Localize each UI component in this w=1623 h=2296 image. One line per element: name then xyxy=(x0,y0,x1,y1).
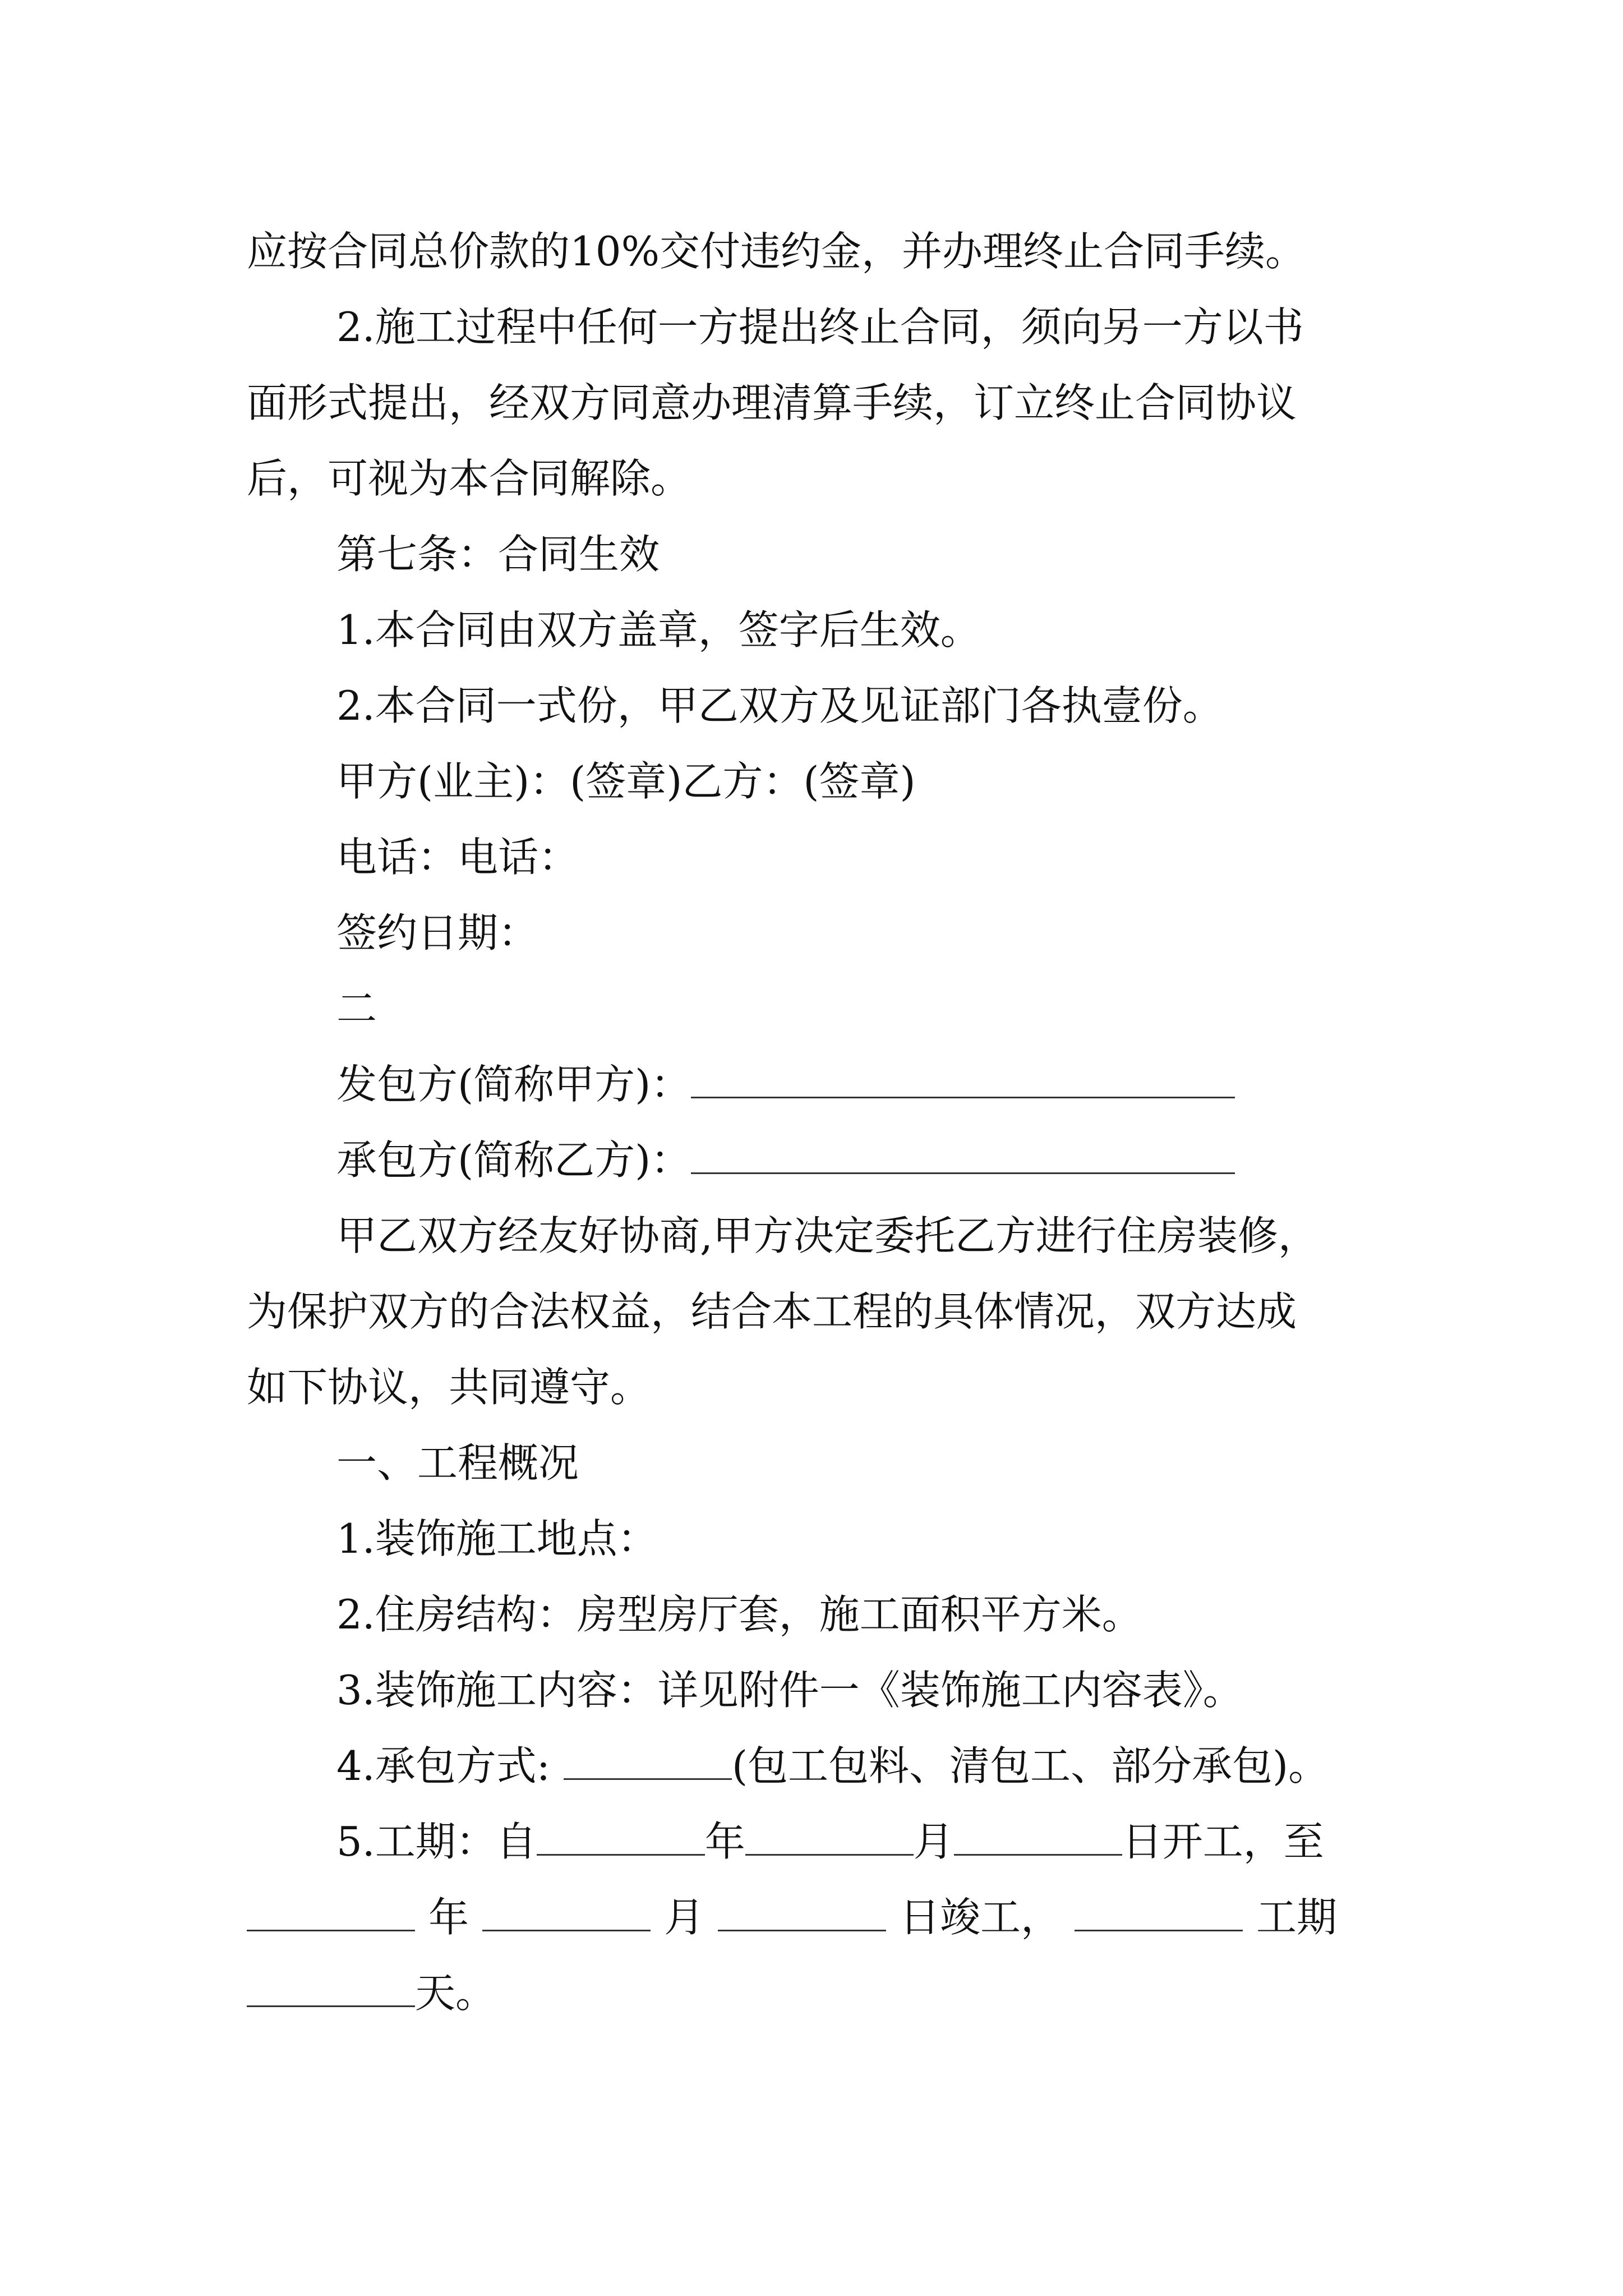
start-month-blank xyxy=(745,1821,914,1856)
month-label: 月 xyxy=(913,1818,954,1865)
party-a-blank xyxy=(691,1064,1235,1098)
para-line: 1.装饰施工地点： xyxy=(336,1515,658,1562)
contract-method-line xyxy=(336,1728,1329,1804)
duration-label: 工期 xyxy=(1256,1894,1338,1941)
party-a-label: 发包方(简称甲方)： xyxy=(336,1061,691,1108)
section-number: 二 xyxy=(336,985,377,1032)
end-month-blank xyxy=(482,1897,651,1931)
para-line: 如下协议，共同遵守。 xyxy=(247,1364,651,1411)
end-year-blank xyxy=(247,1897,415,1931)
start-day-label: 日开工，至 xyxy=(1122,1818,1324,1865)
para-line: 后，可视为本合同解除。 xyxy=(247,455,691,502)
contract-method-label: 4.承包方式: xyxy=(336,1742,550,1789)
phone-line: 电话：电话： xyxy=(336,834,579,881)
schedule-line xyxy=(336,1803,1324,1880)
para-line: 为保护双方的合法权益，结合本工程的具体情况，双方达成 xyxy=(247,1288,1297,1335)
section-heading: 第七条：合同生效 xyxy=(336,531,660,578)
year-label: 年 xyxy=(704,1818,745,1865)
schedule-start-label: 5.工期：自 xyxy=(336,1818,537,1865)
schedule-line-3 xyxy=(247,1955,496,2031)
para-line: 面形式提出，经双方同意办理清算手续，订立终止合同协议 xyxy=(247,379,1297,426)
para-line: 应按合同总价款的10%交付违约金，并办理终止合同手续。 xyxy=(247,228,1306,275)
date-line: 签约日期： xyxy=(336,909,539,956)
end-day-blank xyxy=(718,1897,886,1931)
party-b-label: 承包方(简称乙方)： xyxy=(336,1137,691,1184)
signature-line: 甲方(业主)：(签章)乙方：(签章) xyxy=(336,758,916,805)
para-line: 3.装饰施工内容：详见附件一《装饰施工内容表》。 xyxy=(336,1667,1243,1714)
schedule-line-2 xyxy=(247,1879,1337,1955)
contract-method-options: (包工包料、清包工、部分承包)。 xyxy=(731,1742,1329,1789)
days-blank xyxy=(247,1973,415,2007)
duration-blank xyxy=(1075,1897,1243,1931)
para-line: 1.本合同由双方盖章，签字后生效。 xyxy=(336,606,981,654)
year-label: 年 xyxy=(428,1894,469,1941)
para-line: 2.施工过程中任何一方提出终止合同，须向另一方以书 xyxy=(336,303,1304,351)
days-label: 天。 xyxy=(415,1970,496,2017)
para-line: 2.本合同一式份，甲乙双方及见证部门各执壹份。 xyxy=(336,682,1223,729)
para-line: 甲乙双方经友好协商,甲方决定委托乙方进行住房装修， xyxy=(336,1212,1318,1259)
start-day-blank xyxy=(954,1821,1122,1856)
start-year-blank xyxy=(537,1821,705,1856)
month-label: 月 xyxy=(664,1894,705,1941)
party-b-blank xyxy=(691,1140,1235,1174)
para-line: 2.住房结构：房型房厅套，施工面积平方米。 xyxy=(336,1591,1142,1638)
end-day-label: 日竣工， xyxy=(900,1894,1062,1941)
party-a-line xyxy=(336,1046,1235,1122)
party-b-line xyxy=(336,1122,1235,1198)
section-heading: 一、工程概况 xyxy=(336,1439,579,1487)
contract-method-blank xyxy=(564,1746,732,1780)
